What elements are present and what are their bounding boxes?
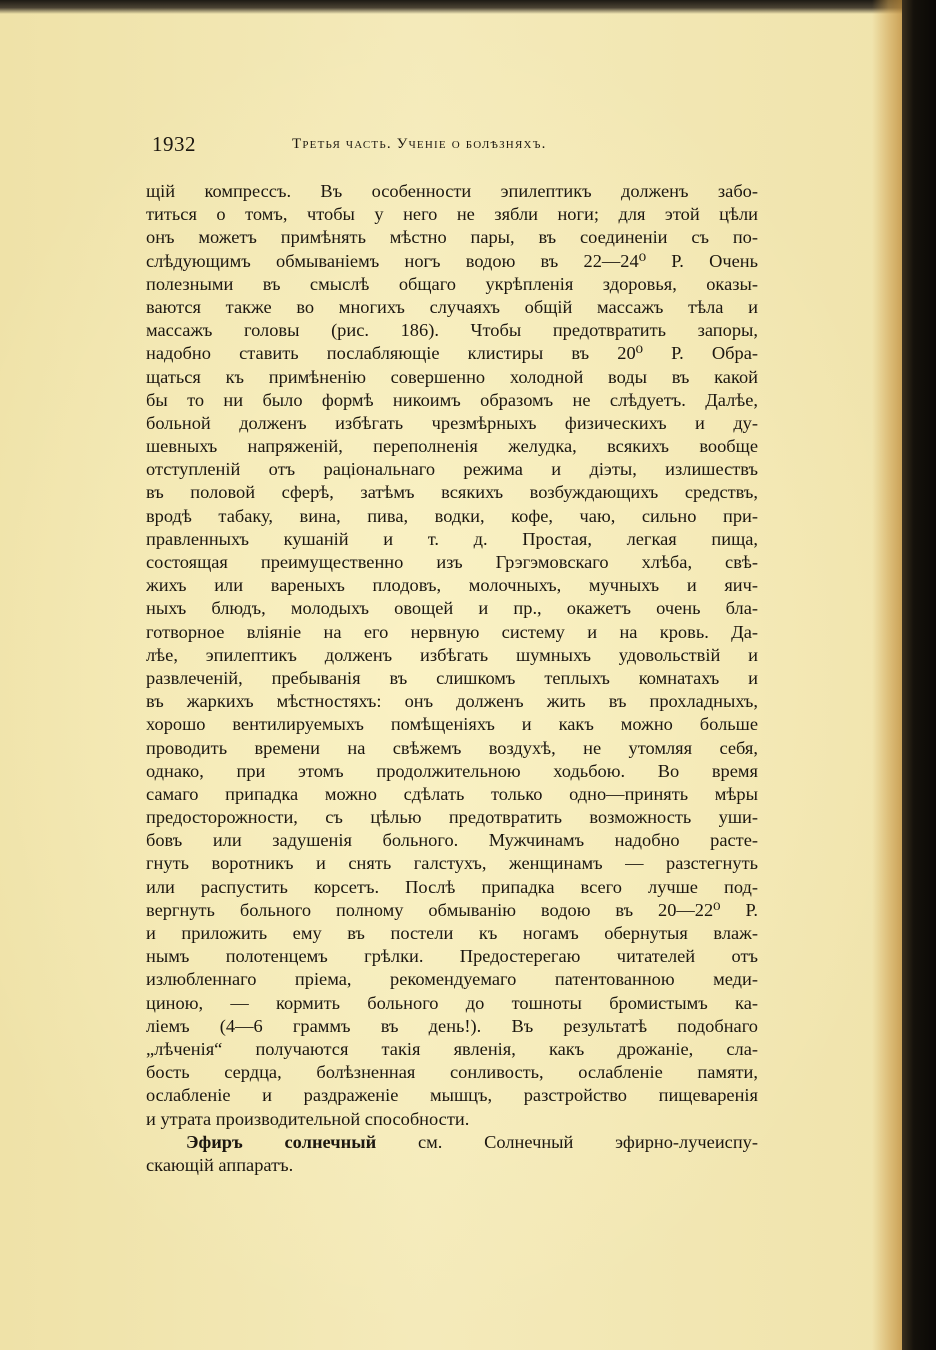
text-line: титься о томъ, чтобы у него не зябли ноги; для этой цѣли — [146, 204, 758, 225]
page-right-edge — [902, 0, 936, 1350]
text-line: проводить времени на свѣжемъ воздухѣ, не утомляя себя, — [146, 737, 758, 758]
text-line: развлеченій, пребыванія въ слишкомъ теплыхъ комнатахъ и — [146, 667, 758, 688]
text-line: щаться къ примѣненію совершенно холодной воды въ какой — [146, 366, 758, 387]
text-line: отступленій отъ раціональнаго режима и діэты, излишествъ — [146, 459, 758, 480]
text-line: предосторожности, съ цѣлью предотвратить возможность уши- — [146, 807, 758, 828]
text-line: ліемъ (4—6 граммъ въ день!). Въ результатѣ подобнаго — [146, 1015, 758, 1036]
text-line: въ половой сферѣ, затѣмъ всякихъ возбуждающихъ средствъ, — [146, 482, 758, 503]
text-line: вергнуть больного полному обмыванію водою въ 20—22⁰ Р. — [146, 899, 758, 920]
entry-line-continued: скающій аппаратъ. — [146, 1154, 294, 1175]
text-line: жихъ или вареныхъ плодовъ, молочныхъ, мучныхъ и яич- — [146, 575, 758, 596]
text-line: бость сердца, болѣзненная сонливость, ослабленіе памяти, — [146, 1062, 758, 1083]
text-line: или распустить корсетъ. Послѣ припадка всего лучше под- — [146, 876, 758, 897]
entry-headword: Эфиръ солнечный — [186, 1131, 377, 1152]
text-line: „лѣченія“ получаются такія явленія, какъ дрожаніе, сла- — [146, 1038, 758, 1059]
running-head: Третья часть. Ученіе о болѣзняхъ. — [292, 136, 547, 152]
text-line: и приложить ему въ постели къ ногамъ обернутыя влаж- — [146, 923, 758, 943]
body-text — [146, 180, 758, 1177]
text-line: онъ можетъ примѣнять мѣстно пары, въ соединеніи съ по- — [146, 227, 758, 248]
entry-reference: см. Солнечный эфирно-лучеиспу- — [376, 1131, 758, 1152]
text-line: нымъ полотенцемъ грѣлки. Предостерегаю читателей отъ — [146, 946, 758, 967]
text-line: надобно ставить послабляющіе клистиры въ 20⁰ Р. Обра- — [146, 343, 758, 364]
text-line: въ жаркихъ мѣстностяхъ: онъ долженъ жить въ прохладныхъ, — [146, 691, 758, 712]
text-line: излюбленнаго пріема, рекомендуемаго патентованною меди- — [146, 969, 758, 990]
page-number: 1932 — [152, 132, 196, 156]
text-line: бовъ или задушенія больного. Мужчинамъ надобно расте- — [146, 830, 758, 851]
text-line: ваются также во многихъ случаяхъ общій массажъ тѣла и — [146, 296, 758, 317]
text-line: щій компрессъ. Въ особенности эпилептикъ долженъ забо- — [146, 181, 758, 201]
text-line: лѣе, эпилептикъ долженъ избѣгать шумныхъ удовольствій и — [146, 644, 758, 665]
entry-line — [146, 1131, 758, 1154]
page-top-edge — [0, 0, 936, 14]
text-line: циною, — кормить больного до тошноты бромистымъ ка- — [146, 992, 758, 1013]
page-header — [152, 128, 762, 158]
text-line: полезными въ смыслѣ общаго укрѣпленія здоровья, оказы- — [146, 273, 758, 294]
text-line: слѣдующимъ обмываніемъ ногъ водою въ 22—24⁰ Р. Очень — [146, 250, 758, 271]
text-line: ослабленіе и раздраженіе мышцъ, разстройство пищеваренія — [146, 1085, 758, 1106]
text-line: готворное вліяніе на его нервную систему и на кровь. Да- — [146, 621, 758, 642]
text-line: бы то ни было формѣ никоимъ образомъ не слѣдуетъ. Далѣе, — [146, 389, 758, 410]
text-line: ныхъ блюдъ, молодыхъ овощей и пр., окажетъ очень бла- — [146, 598, 758, 619]
text-line: хорошо вентилируемыхъ помѣщеніяхъ и какъ можно больше — [146, 714, 758, 735]
text-line: вродѣ табаку, вина, пива, водки, кофе, чаю, сильно при- — [146, 505, 758, 526]
text-line: шевныхъ напряженій, переполненія желудка, всякихъ вообще — [146, 436, 758, 457]
text-line: самаго припадка можно сдѣлать только одно—принять мѣры — [146, 783, 758, 804]
text-line: состоящая преимущественно изъ Грэгэмовскаго хлѣба, свѣ- — [146, 552, 758, 572]
text-line: больной долженъ избѣгать чрезмѣрныхъ физическихъ и ду- — [146, 412, 758, 433]
text-line: массажъ головы (рис. 186). Чтобы предотвратить запоры, — [146, 320, 758, 341]
text-line: и утрата производительной способности. — [146, 1108, 470, 1129]
text-line: гнуть воротникъ и снять галстухъ, женщинамъ — разстегнуть — [146, 853, 758, 874]
binding-shadow — [872, 0, 902, 1350]
text-line: однако, при этомъ продолжительною ходьбою. Во время — [146, 760, 758, 781]
text-line: правленныхъ кушаній и т. д. Простая, легкая пища, — [146, 528, 758, 549]
